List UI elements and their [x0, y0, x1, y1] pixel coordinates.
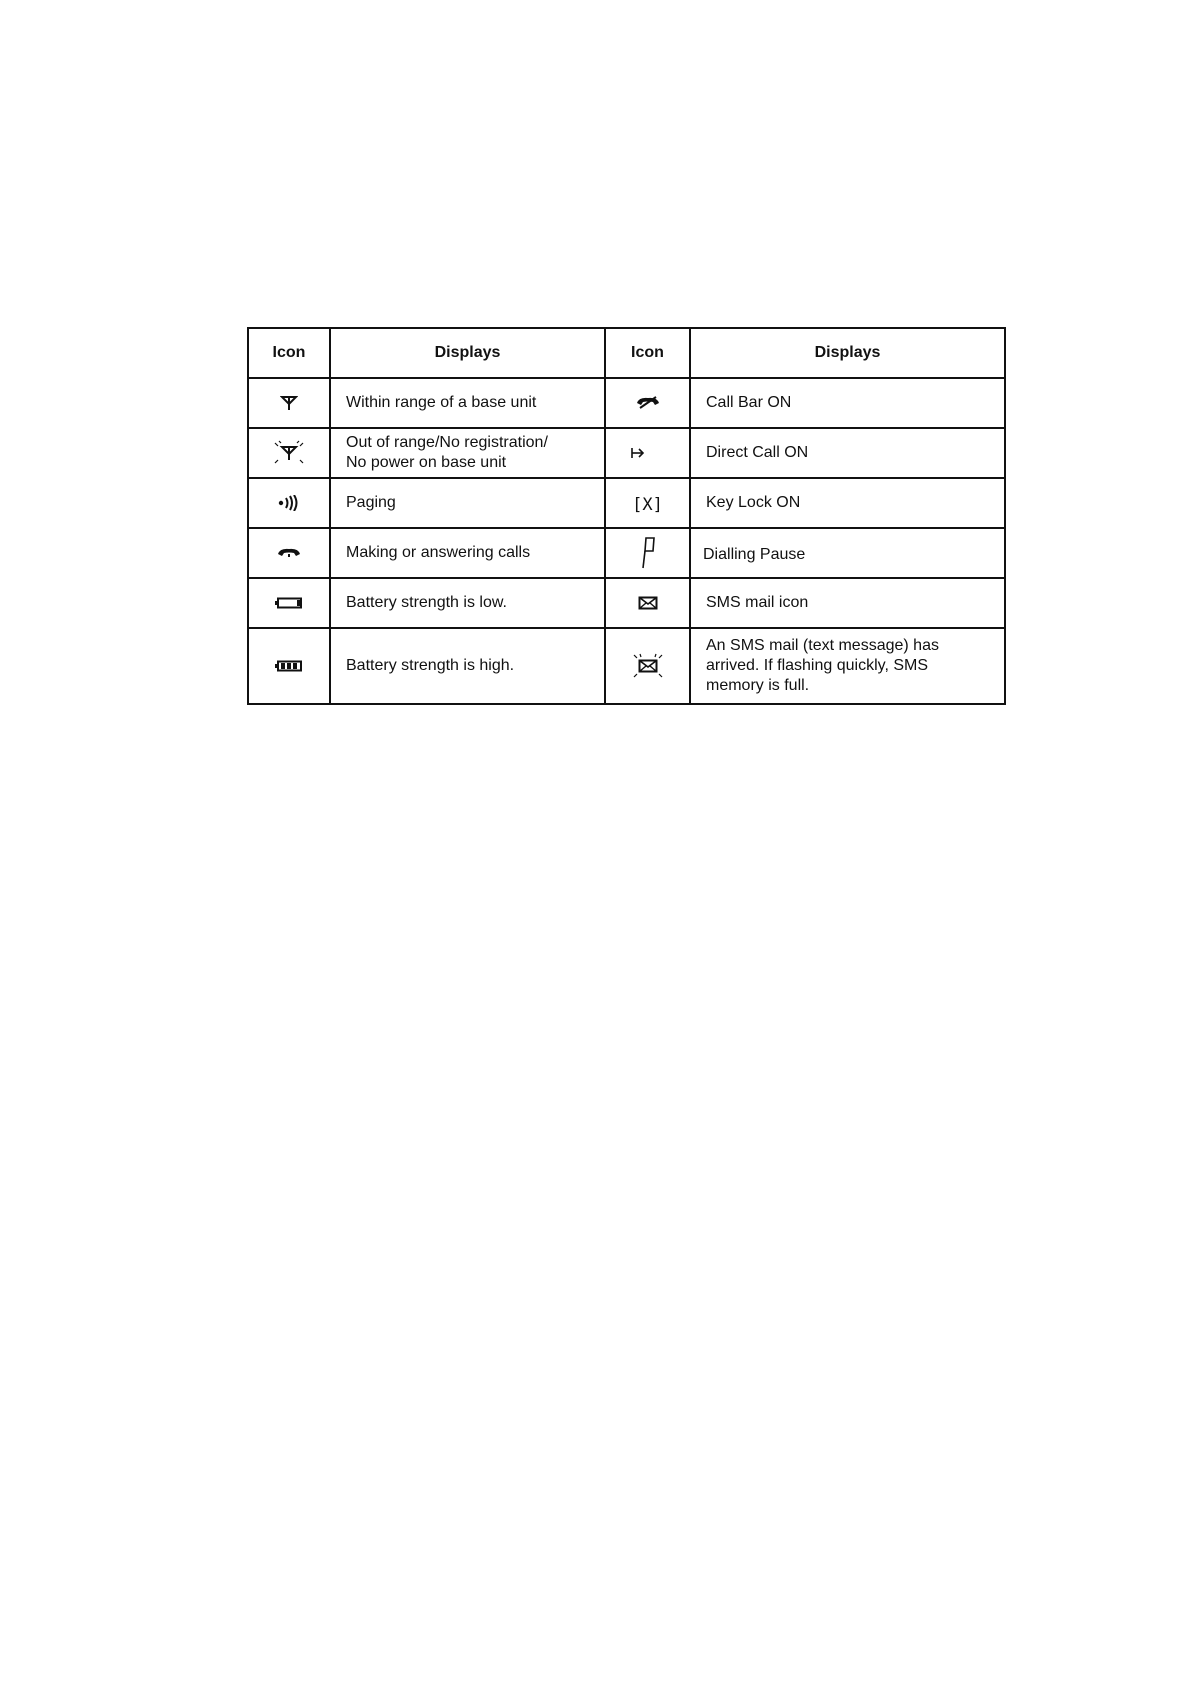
table-row: [248, 428, 1005, 478]
display-description: [330, 628, 605, 704]
table-row: [248, 628, 1005, 704]
table-row: [248, 378, 1005, 428]
icon-cell: [248, 628, 330, 704]
icon-cell: [605, 578, 690, 628]
description-line: SMS mail icon: [706, 594, 809, 611]
description-line: Within range of a base unit: [346, 394, 537, 411]
display-description: [690, 528, 1005, 578]
key-lock-icon: [X]: [632, 494, 663, 515]
description-line: Battery strength is low.: [346, 594, 507, 611]
call-bar-icon: [635, 396, 661, 410]
display-description: [690, 378, 1005, 428]
description-line: Key Lock ON: [706, 494, 801, 511]
description-line: Dialling Pause: [703, 546, 806, 563]
battery-low-icon: [275, 597, 303, 609]
icon-cell: [605, 428, 690, 478]
display-description: [330, 428, 605, 478]
description-line: memory is full.: [706, 677, 810, 694]
display-description: [690, 578, 1005, 628]
description-line: Out of range/No registration/: [346, 434, 548, 451]
description-line: Call Bar ON: [706, 394, 792, 411]
description-line: An SMS mail (text message) has: [706, 637, 939, 654]
description-line: Battery strength is high.: [346, 657, 515, 674]
display-description: [330, 578, 605, 628]
icon-display-table: [247, 327, 1006, 705]
antenna-icon: [280, 395, 298, 411]
header-displays-right: Displays: [690, 328, 1005, 378]
description-line: Paging: [346, 494, 396, 511]
handset-icon: [277, 547, 301, 559]
description-line: Direct Call ON: [706, 444, 809, 461]
icon-cell: [605, 628, 690, 704]
icon-cell: [248, 378, 330, 428]
table-row: [248, 478, 1005, 528]
icon-cell: [248, 528, 330, 578]
header-icon-left: Icon: [248, 328, 330, 378]
icon-cell: [248, 428, 330, 478]
antenna-flashing-icon: [272, 440, 306, 466]
sms-mail-icon: [638, 596, 658, 610]
icon-cell: [248, 578, 330, 628]
display-description: [690, 428, 1005, 478]
display-description: [330, 378, 605, 428]
battery-high-icon: [275, 660, 303, 672]
display-description: [330, 478, 605, 528]
sms-mail-flashing-icon: [631, 653, 665, 679]
icon-cell: [605, 528, 690, 578]
table-header-row: [248, 328, 1005, 378]
table-row: [248, 528, 1005, 578]
display-description: [330, 528, 605, 578]
direct-call-icon: [630, 446, 646, 460]
header-displays-left: Displays: [330, 328, 605, 378]
description-line: arrived. If flashing quickly, SMS: [706, 657, 929, 674]
display-description: [690, 478, 1005, 528]
paging-icon: [278, 495, 300, 511]
dialling-pause-icon: [640, 536, 656, 570]
display-description: [690, 628, 1005, 704]
header-icon-right: Icon: [605, 328, 690, 378]
icon-cell: [248, 478, 330, 528]
description-line: Making or answering calls: [346, 544, 531, 561]
description-line: No power on base unit: [346, 454, 507, 471]
icon-cell: [605, 478, 690, 528]
table-row: [248, 578, 1005, 628]
icon-cell: [605, 378, 690, 428]
